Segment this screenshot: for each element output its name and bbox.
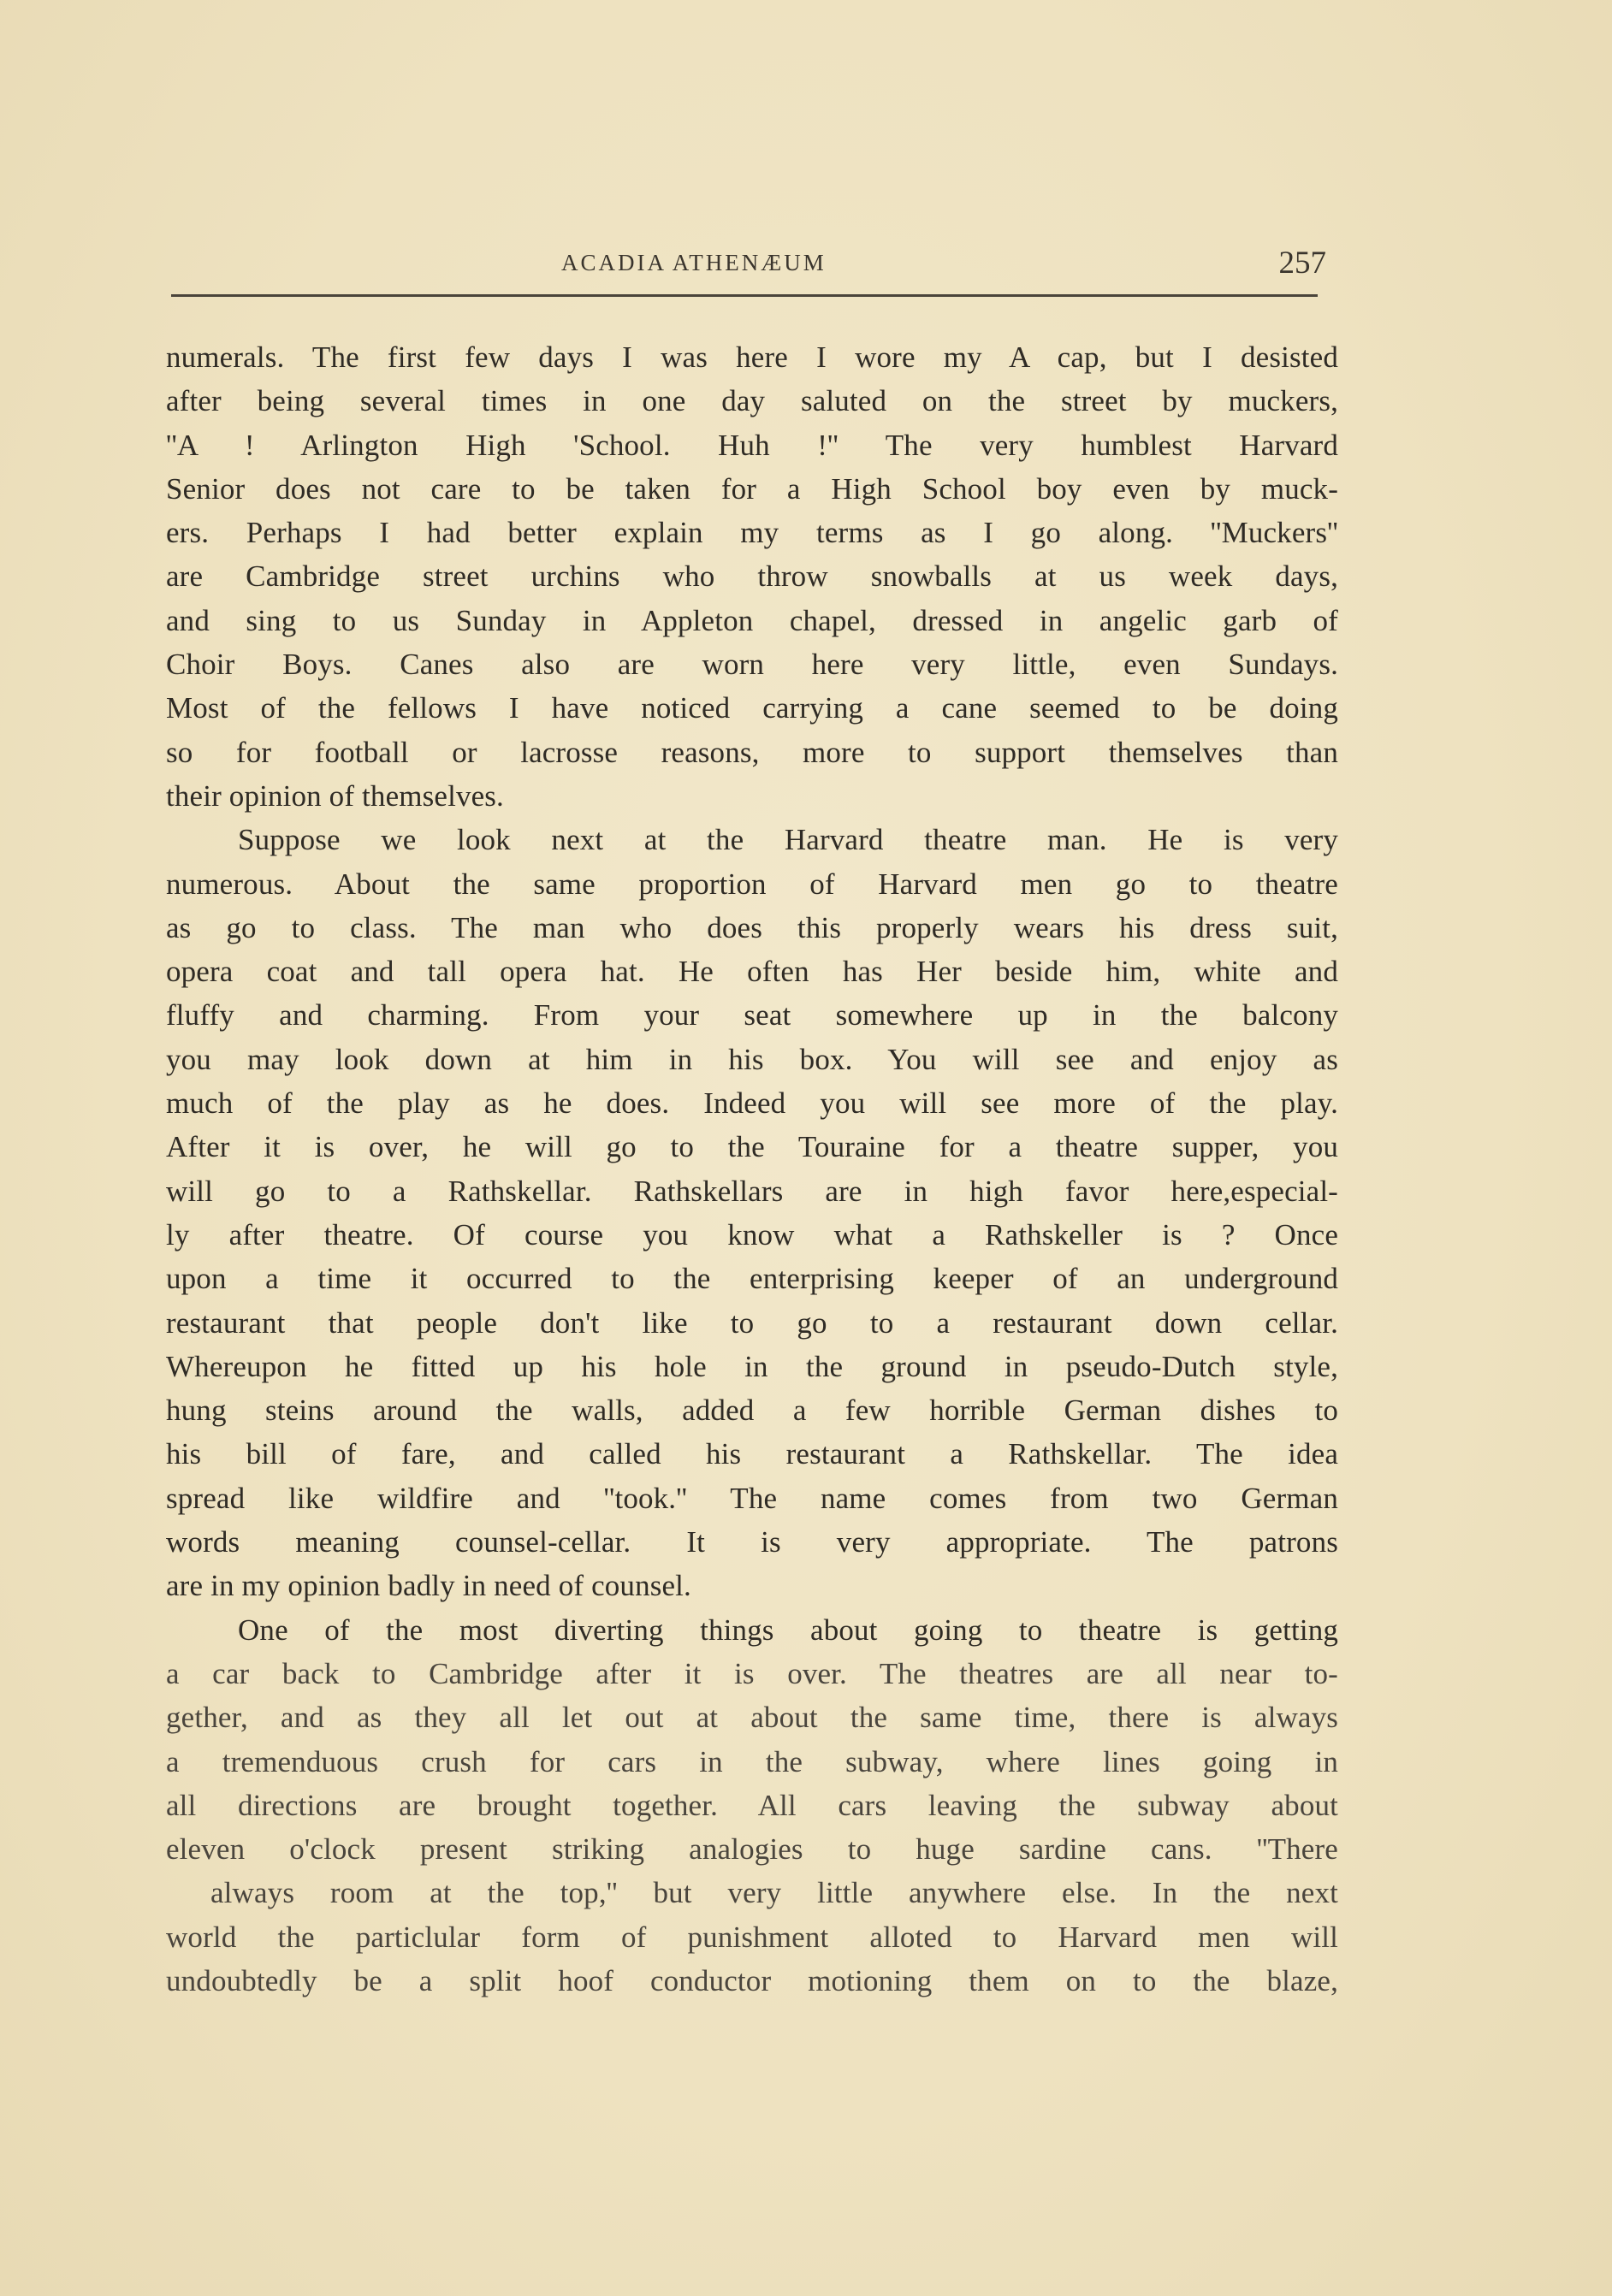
text-line: ''A ! Arlington High 'School. Huh !'' The very humblest Harvard [166,428,1338,462]
text-line: restaurant that people don't like to go to a restaurant down cellar. [166,1305,1338,1340]
text-line: Whereupon he fitted up his hole in the ground in pseudo-Dutch style, [166,1349,1338,1383]
text-line: a car back to Cambridge after it is over. The theatres are all near to- [166,1656,1338,1690]
text-line: so for football or lacrosse reasons, more to support themselves than [166,735,1338,769]
text-line: all directions are brought together. All cars leaving the subway about [166,1788,1338,1822]
journal-title: ACADIA ATHENÆUM [561,250,827,275]
text-line: upon a time it occurred to the enterprising keeper of an underground [166,1262,1338,1296]
text-line: a tremenduous crush for cars in the subway, where lines going in [166,1744,1338,1778]
text-line: will go to a Rathskellar. Rathskellars are in high favor here,especial- [166,1174,1338,1208]
text-line: fluffy and charming. From your seat somewhere up in the balcony [166,998,1338,1033]
text-line: their opinion of themselves. [166,778,504,813]
text-line: undoubtedly be a split hoof conductor motioning them on to the blaze, [166,1963,1338,1997]
text-line: world the particlular form of punishment alloted to Harvard men will [166,1920,1338,1954]
body-text [166,335,1338,2003]
text-line: Choir Boys. Canes also are worn here very little, even Sundays. [166,648,1338,682]
text-line: as go to class. The man who does this properly wears his dress suit, [166,910,1338,944]
text-line: always room at the top,'' but very little anywhere else. In the next [210,1876,1338,1910]
text-line: are Cambridge street urchins who throw snowballs at us week days, [166,559,1338,594]
text-line: Suppose we look next at the Harvard theatre man. He is very [238,823,1338,857]
text-line: are in my opinion badly in need of counsel. [166,1569,691,1603]
text-line: his bill of fare, and called his restaurant a Rathskellar. The idea [166,1437,1338,1471]
text-line: much of the play as he does. Indeed you will see more of the play. [166,1086,1338,1121]
text-line: spread like wildfire and ''took.'' The name comes from two German [166,1481,1338,1515]
text-line: after being several times in one day saluted on the street by muckers, [166,384,1338,418]
text-line: words meaning counsel-cellar. It is very appropriate. The patrons [166,1525,1338,1559]
text-line: eleven o'clock present striking analogies to huge sardine cans. ''There [166,1832,1338,1867]
text-line: ers. Perhaps I had better explain my terms as I go along. ''Muckers'' [166,516,1338,550]
text-line: hung steins around the walls, added a few horrible German dishes to [166,1394,1338,1428]
text-line: After it is over, he will go to the Touraine for a theatre supper, you [166,1130,1338,1164]
text-line: numerous. About the same proportion of Harvard men go to theatre [166,867,1338,901]
text-line: One of the most diverting things about going to theatre is getting [238,1613,1338,1647]
running-head [171,246,1326,293]
text-line: ly after theatre. Of course you know what a Rathskeller is ? Once [166,1217,1338,1252]
text-line: numerals. The first few days I was here I wore my A cap, but I desisted [166,340,1338,374]
text-line: Senior does not care to be taken for a High School boy even by muck- [166,471,1338,506]
text-line: Most of the fellows I have noticed carrying a cane seemed to be doing [166,691,1338,725]
text-line: and sing to us Sunday in Appleton chapel, dressed in angelic garb of [166,603,1338,637]
text-line: opera coat and tall opera hat. He often has Her beside him, white and [166,955,1338,989]
text-line: you may look down at him in his box. You will see and enjoy as [166,1042,1338,1076]
text-line: gether, and as they all let out at about the same time, there is always [166,1701,1338,1735]
header-rule [171,294,1318,297]
page-number: 257 [1278,246,1326,281]
